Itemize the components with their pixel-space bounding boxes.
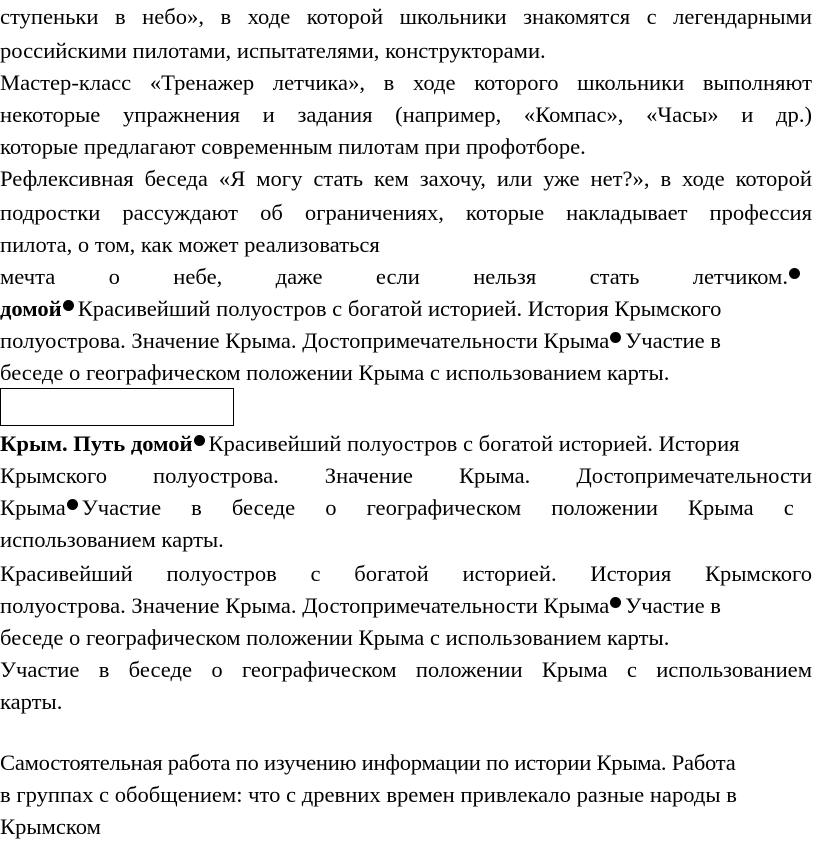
text-line: Мастер-класс «Тренажер летчика», в ходе которого школьники выполняют [0,70,812,95]
section-heading: Крым. Путь домой [0,431,193,456]
text-fragment: Красивейший полуостров с богатой историей. История Крымского [77,296,722,321]
text-line: Участие в беседе о географическом положении Крыма с использованием [0,657,812,682]
bullet-icon [610,332,621,343]
text-line: пилота, о том, как может реализоваться [0,232,380,257]
empty-table-cell [0,388,234,426]
bullet-icon [610,597,621,608]
bullet-icon [63,300,74,311]
text-line: ступеньки в небо», в ходе которой школьники знакомятся с легендарными [0,4,812,29]
text-line-with-bullet [0,589,812,623]
text-line: карты. [0,689,63,714]
text-line: Самостоятельная работа по изучению информации по истории Крыма. Работа [0,750,736,775]
text-fragment: Крыма [0,495,66,520]
text-fragment: мечта о небе, даже если нельзя стать летчиком. [0,264,788,289]
text-fragment: Участие в [625,328,721,353]
text-fragment: Участие в [625,593,721,618]
bullet-icon [194,435,205,446]
text-line: Рефлексивная беседа «Я могу стать кем захочу, или уже нет?», в ходе которой [0,166,812,191]
text-fragment: Красивейший полуостров с богатой историей. История [208,431,740,456]
text-line: которые предлагают современным пилотам при профотборе. [0,134,586,159]
text-line: Крымском [0,814,101,839]
text-line: Красивейший полуостров с богатой историей. История Крымского [0,561,812,586]
heading-line-with-bullet [0,427,812,461]
text-line-with-bullet [0,491,812,525]
bullet-icon [789,268,800,279]
text-line: в группах с обобщением: что с древних времен привлекало разные народы в [0,782,737,807]
text-line-with-bullet [0,292,812,326]
text-line: Крымского полуострова. Значение Крыма. Достопримечательности [0,463,812,488]
text-line: российскими пилотами, испытателями, конструкторами. [0,38,546,63]
bullet-icon [67,499,78,510]
text-fragment: Участие в беседе о географическом положении Крыма с [81,495,794,520]
text-line: некоторые упражнения и задания (например, «Компас», «Часы» и др.) [0,102,812,127]
text-line: подростки рассуждают об ограничениях, которые накладывает профессия [0,200,812,225]
text-line: беседе о географическом положении Крыма с использованием карты. [0,360,670,385]
text-fragment: полуострова. Значение Крыма. Достопримечательности Крыма [0,328,610,353]
text-line-with-bullet [0,260,816,294]
text-line-with-bullet [0,324,812,358]
text-line: беседе о географическом положении Крыма с использованием карты. [0,625,670,650]
bold-fragment: домой [0,296,62,321]
text-line: использованием карты. [0,527,224,552]
text-fragment: полуострова. Значение Крыма. Достопримечательности Крыма [0,593,610,618]
